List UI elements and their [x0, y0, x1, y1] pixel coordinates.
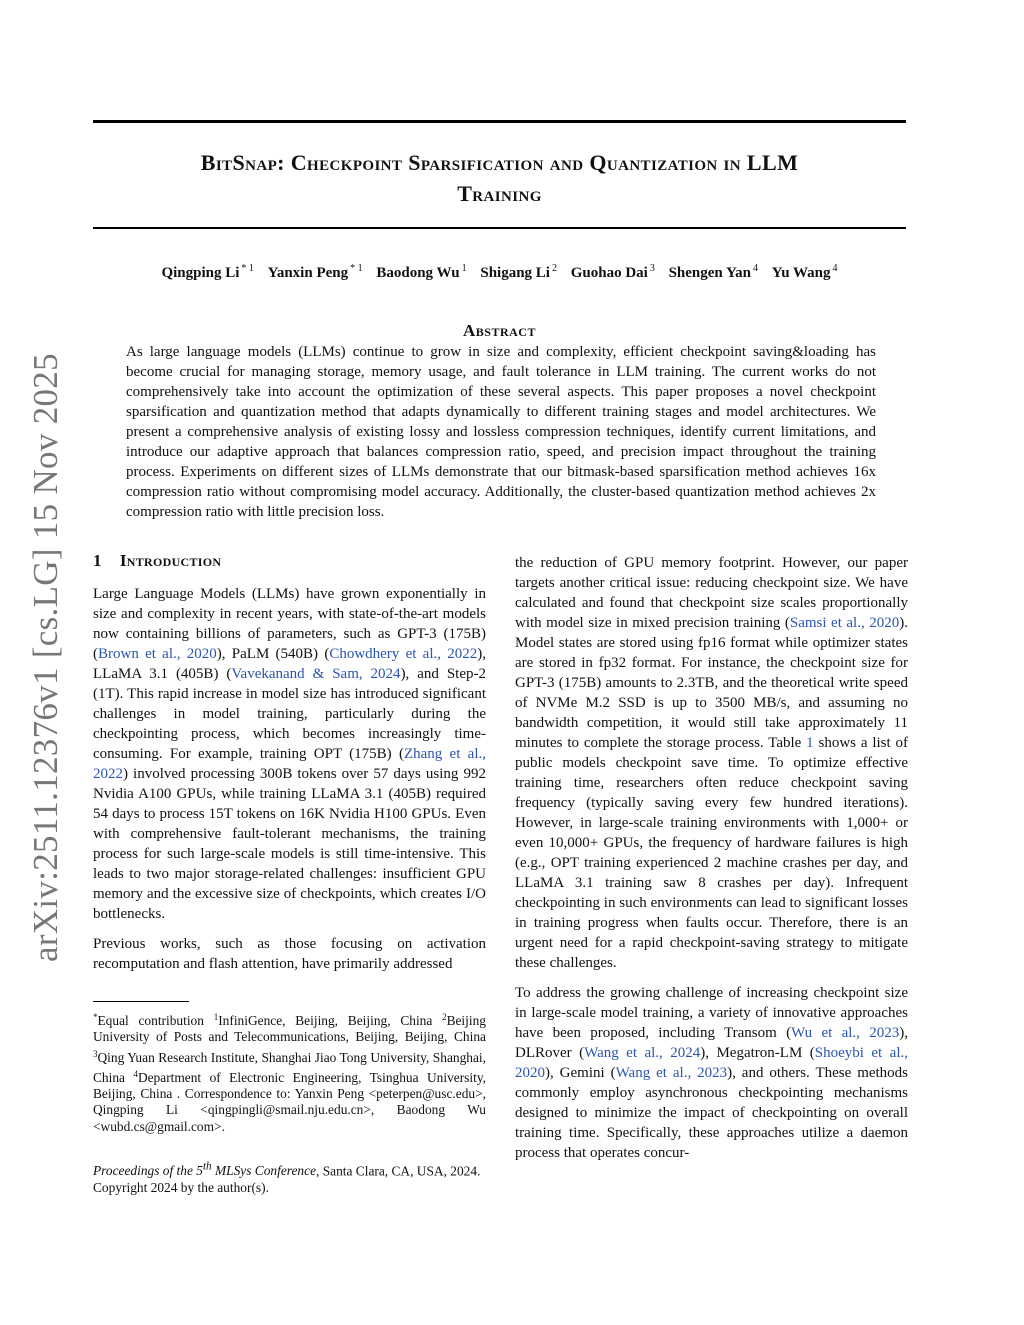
abstract-text: As large language models (LLMs) continue to grow in size and complexity, efficient checkpoint saving&loading has become crucial for managing storage, memory usage, and fault tolerance in LLM training. The current works do not comprehensively take into account the optimization of these several aspects. This paper proposes a novel checkpoint sparsification and quantization method that adapts dynamically to different training stages and model architectures. We present a comprehensive analysis of existing lossy and lossless compression techniques, identify current limitations, and introduce our adaptive approach that balances compression ratio, speed, and precision impact throughout the training process. Experiments on different sizes of LLMs demonstrate that our bitmask-based sparsification method achieves 16x compression ratio without compromising model accuracy. Additionally, the cluster-based quantization method achieves 2x compression ratio with little precision loss. [126, 344, 876, 520]
author: Shigang Li $^2$ [480, 263, 557, 281]
author: Yanxin Peng $^{* 1}$ [267, 263, 363, 281]
intro-paragraph-1: Large Language Models (LLMs) have grown exponentially in size and complexity in recent years, with state-of-the-art models now containing billions of parameters, such as GPT-3 (175B) (Brown et al., 2020), PaLM (540B) (Chowdhery et al., 2022), LLaMA 3.1 (405B) (Vavekanand & Sam, 2024), and Step-2 (1T). This rapid increase in model size has introduced significant challenges in model training, particularly during the checkpointing process, which becomes increasingly time-consuming. For example, training OPT (175B) (Zhang et al., 2022) involved processing 300B tokens over 57 days using 992 Nvidia A100 GPUs, while training LLaMA 3.1 (405B) required 54 days to process 15T tokens on 16K Nvidia H100 GPUs. Even with comprehensive fault-tolerant mechanisms, the training process for such large-scale models is still time-intensive. This leads to two major storage-related challenges: insufficient GPU memory and the excessive size of checkpoints, which creates I/O bottlenecks. [93, 586, 486, 922]
paper-title [93, 147, 906, 209]
author: Shengen Yan $^4$ [668, 263, 758, 281]
citation-link[interactable]: Wu et al., 2023 [791, 1025, 900, 1041]
citation-link[interactable]: Chowdhery et al., 2022 [329, 646, 478, 662]
left-column [93, 551, 486, 984]
section-heading [93, 551, 486, 571]
table-reference-link[interactable]: 1 [806, 735, 814, 751]
intro-paragraph-2: Previous works, such as those focusing on activation recomputation and flash attention, have primarily addressed [93, 936, 486, 972]
section-number: 1 [93, 551, 102, 570]
title-line-2: Training [457, 181, 542, 206]
affiliation-footnotes: *Equal contribution $^1$InfiniGence, Beijing, Beijing, China $^2$Beijing University of Posts and Telecommunications, Beijing, Beijing, China $^3$Qing Yuan Research Institute, Shanghai Jiao Tong University, Shanghai, China $^4$Department of Electronic Engineering, Tsinghua University, Beijing, China . Correspondence to: Yanxin Peng <peterpen@usc.edu>, Qingping Li <qingpingli@smail.nju.edu.cn>, Baodong Wu <wubd.cs@gmail.com>. [93, 1012, 486, 1134]
citation-link[interactable]: Brown et al., 2020 [98, 646, 217, 662]
author-list [93, 263, 906, 282]
abstract-heading: Abstract [463, 321, 536, 340]
author: Baodong Wu $^1$ [376, 263, 467, 281]
author: Qingping Li $^{* 1}$ [161, 263, 254, 281]
right-column [515, 553, 908, 1173]
footnote-rule [93, 1001, 189, 1002]
title-top-rule [93, 120, 906, 123]
proceedings-note: Proceedings of the 5th MLSys Conference, Santa Clara, CA, USA, 2024. Copyright 2024 by the author(s). [93, 1161, 481, 1195]
intro-paragraph-3: the reduction of GPU memory footprint. However, our paper targets another critical issue: reducing checkpoint size. We have calculated and found that checkpoint size scales proportionally with model size in mixed precision training (Samsi et al., 2020). Model states are stored using fp16 format while optimizer states are stored in fp32 format. For instance, the checkpoint size for GPT-3 (175B) amounts to 2.3TB, and the theoretical write speed of NVMe M.2 SSD is up to 3500 MB/s, and assuming no bandwidth competition, it would still take approximately 11 minutes to complete the storage process. Table 1 shows a list of public models checkpoint save time. To optimize effective training time, researchers often reduce checkpoint saving frequency (typically saving every few hundred iterations). However, in large-scale training environments with 1,000+ or even 10,000+ GPUs, the frequency of hardware failures is high (e.g., OPT training experienced 2 machine crashes per day, and LLaMA 3.1 training saw 8 crashes per day). Infrequent checkpointing in such environments can lead to significant losses in training progress when faults occur. Therefore, there is an urgent need for a rapid checkpoint-saving strategy to mitigate these challenges. [515, 555, 909, 971]
author: Yu Wang $^4$ [771, 263, 838, 281]
title-line-1: BitSnap: Checkpoint Sparsification and Quantization in LLM [200, 150, 799, 175]
author: Guohao Dai $^3$ [570, 263, 655, 281]
citation-link[interactable]: Shoeybi et al., 2020 [515, 1045, 908, 1081]
citation-link[interactable]: Zhang et al., 2022 [93, 746, 486, 782]
citation-link[interactable]: Vavekanand & Sam, 2024 [231, 666, 401, 682]
citation-link[interactable]: Wang et al., 2023 [615, 1065, 728, 1081]
arxiv-identifier-stamp: arXiv:2511.12376v1 [cs.LG] 15 Nov 2025 [26, 353, 65, 962]
citation-link[interactable]: Wang et al., 2024 [584, 1045, 701, 1061]
citation-link[interactable]: Samsi et al., 2020 [789, 615, 900, 631]
intro-paragraph-4: To address the growing challenge of increasing checkpoint size in large-scale model training, a variety of innovative approaches have been proposed, including Transom (Wu et al., 2023), DLRover (Wang et al., 2024), Megatron-LM (Shoeybi et al., 2020), Gemini (Wang et al., 2023), and others. These methods commonly employ asynchronous checkpointing mechanisms designed to minimize the impact of checkpointing on overall training time. Specifically, these approaches utilize a daemon process that operates concur- [515, 985, 909, 1161]
section-title: Introduction [119, 551, 222, 570]
title-bottom-rule [93, 227, 906, 229]
